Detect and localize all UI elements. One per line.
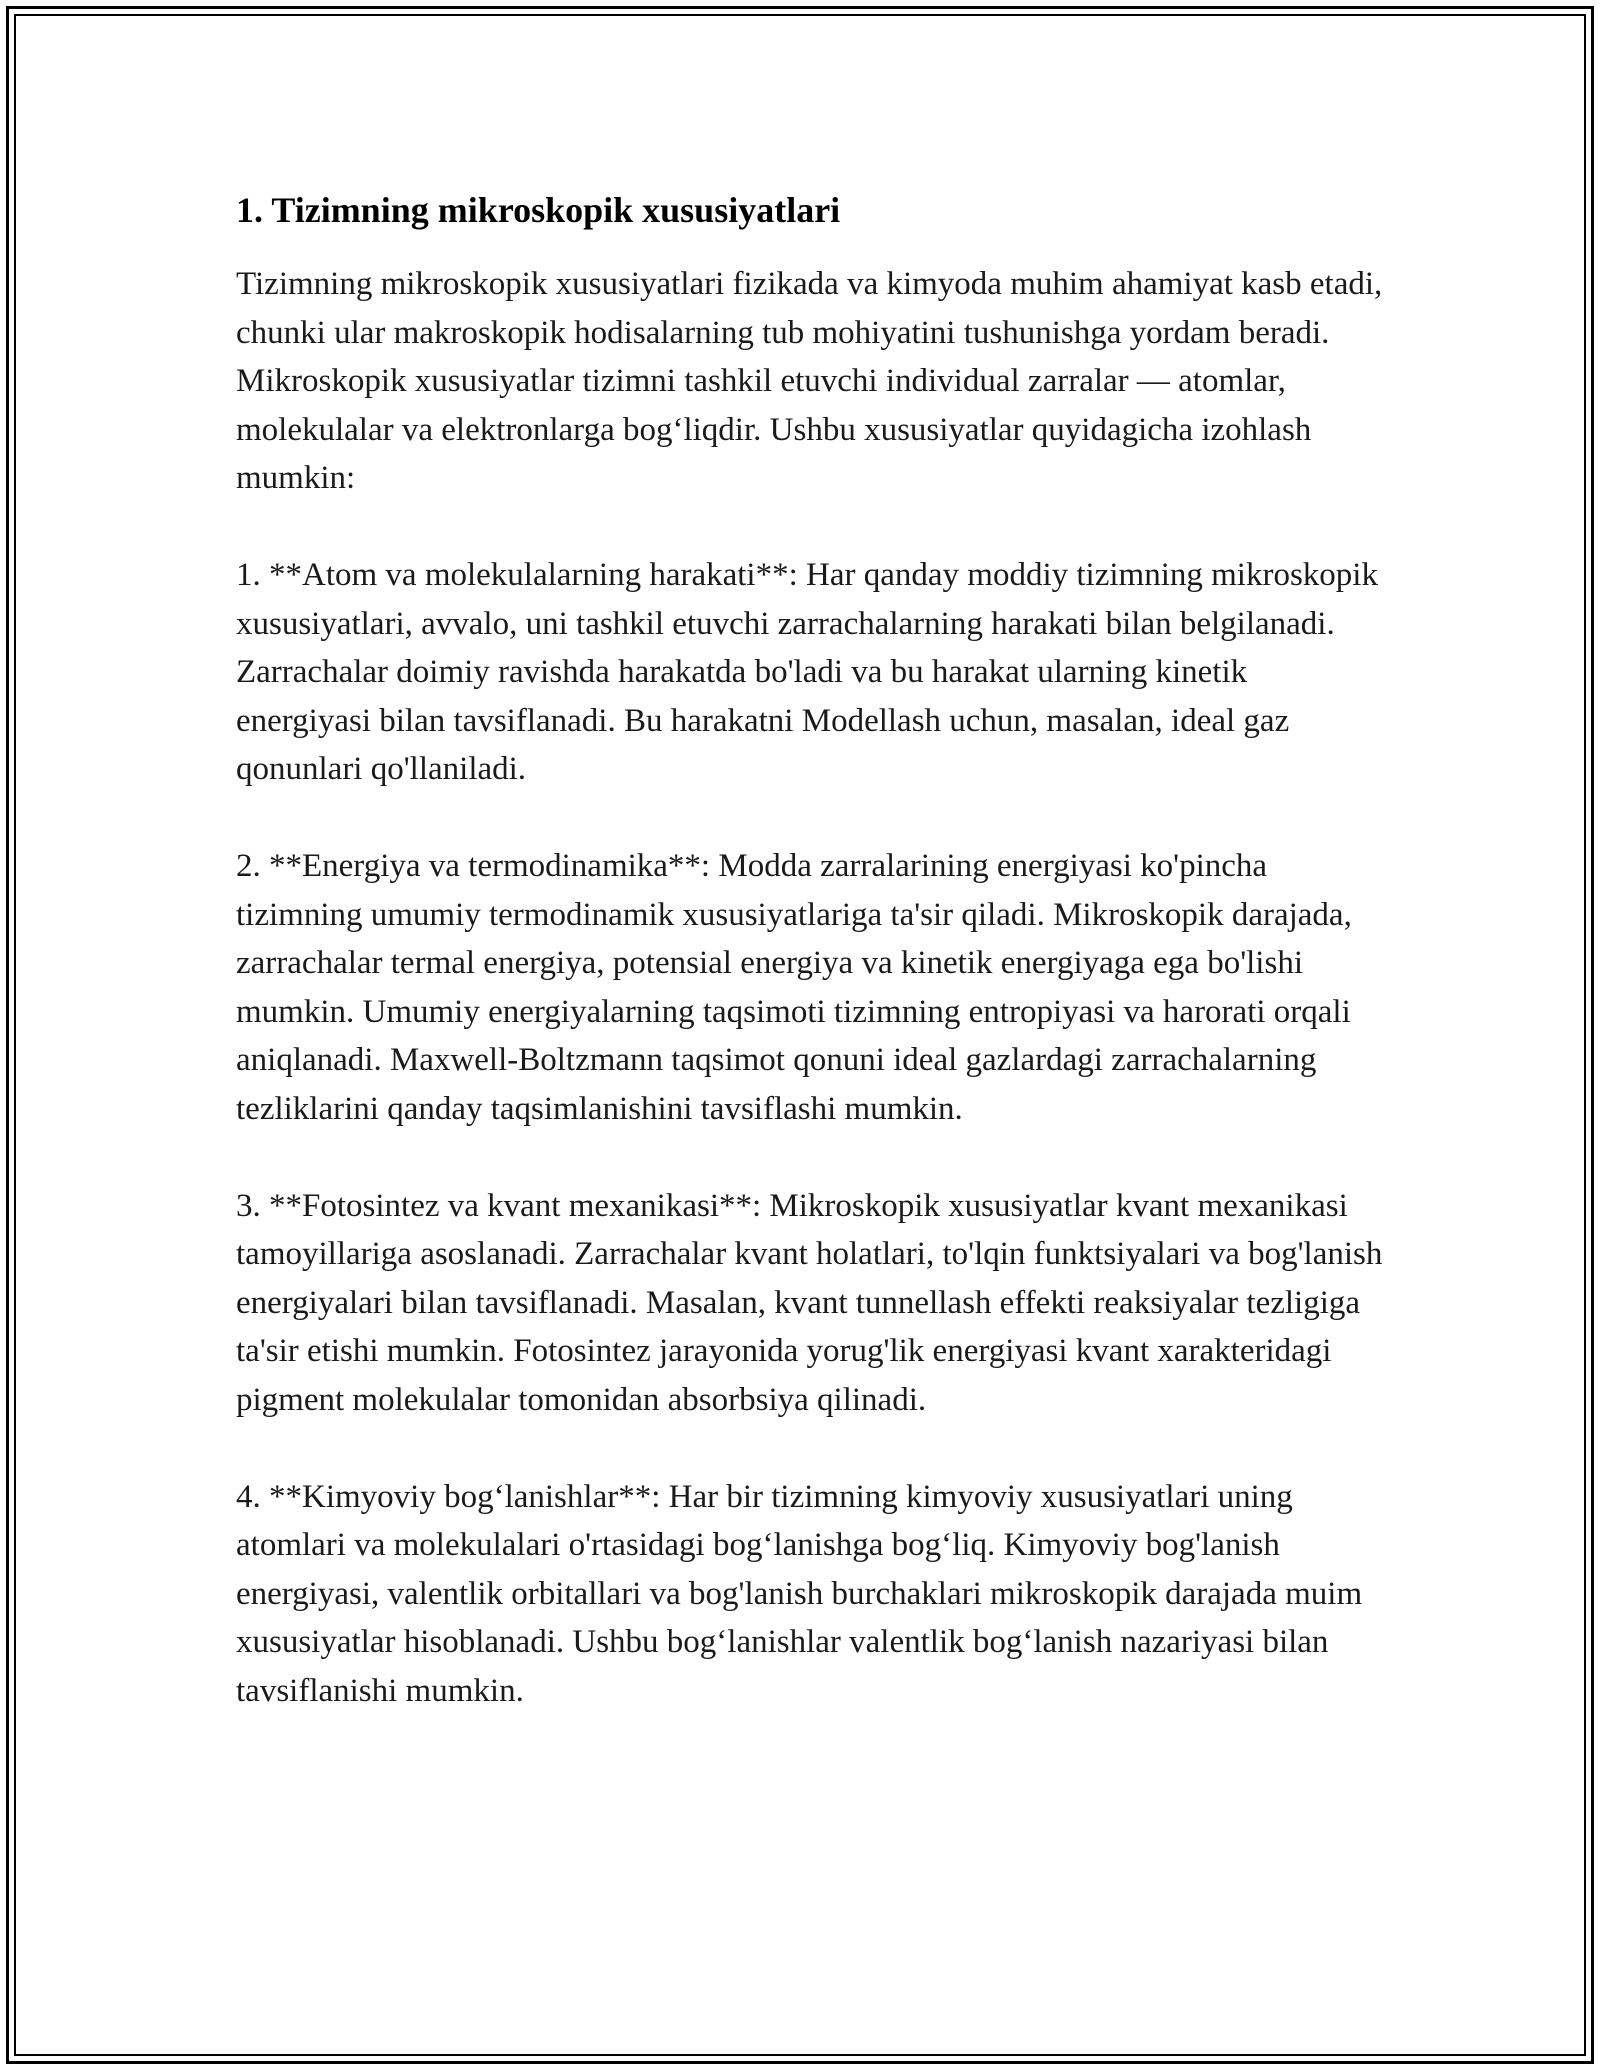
intro-paragraph: Tizimning mikroskopik xususiyatlari fizikada va kimyoda muhim ahamiyat kasb etadi, chunki ular makroskopik hodisalarning tub mohiyatini tushunishga yordam beradi. Mikroskopik xususiyatlar tizimni tashkil etuvchi individual zarralar — atomlar, molekulalar va elektronlarga bog‘liqdir. Ushbu xususiyatlar quyidagicha izohlash mumkin:: [236, 266, 1383, 496]
document-body: [236, 186, 1386, 1764]
list-item-chemical-bonds: 4. **Kimyoviy bog‘lanishlar**: Har bir tizimning kimyoviy xususiyatlari uning atomlari va molekulalari o'rtasidagi bog‘lanishga bog‘liq. Kimyoviy bog'lanish energiyasi, valentlik orbitallari va bog'lanish burchaklari mikroskopik darajada muim xususiyatlar hisoblanadi. Ushbu bog‘lanishlar valentlik bog‘lanish nazariyasi bilan tavsiflanishi mumkin.: [236, 1478, 1363, 1709]
list-item-photosynthesis-quantum: 3. **Fotosintez va kvant mexanikasi**: Mikroskopik xususiyatlar kvant mexanikasi tamoyillariga asoslanadi. Zarrachalar kvant holatlari, to'lqin funktsiyalari va bog'lanish energiyalari bilan tavsiflanadi. Masalan, kvant tunnellash effekti reaksiyalar tezligiga ta'sir etishi mumkin. Fotosintez jarayonida yorug'lik energiyasi kvant xarakteridagi pigment molekulalar tomonidan absorbsiya qilinadi.: [236, 1187, 1383, 1418]
section-heading: 1. Tizimning mikroskopik xususiyatlari: [236, 190, 841, 230]
list-item-energy-thermodynamics: 2. **Energiya va termodinamika**: Modda zarralarining energiyasi ko'pincha tizimning umumiy termodinamik xususiyatlariga ta'sir qiladi. Mikroskopik darajada, zarrachalar termal energiya, potensial energiya va kinetik energiyaga ega bo'lishi mumkin. Umumiy energiyalarning taqsimoti tizimning entropiyasi va harorati orqali aniqlanadi. Maxwell-Boltzmann taqsimot qonuni ideal gazlardagi zarrachalarning tezliklarini qanday taqsimlanishini tavsiflashi mumkin.: [236, 848, 1352, 1127]
list-item-atom-motion: 1. **Atom va molekulalarning harakati**: Har qanday moddiy tizimning mikroskopik xususiyatlari, avvalo, uni tashkil etuvchi zarrachalarning harakati bilan belgilanadi. Zarrachalar doimiy ravishda harakatda bo'ladi va bu harakat ularning kinetik energiyasi bilan tavsiflanadi. Bu harakatni Modellash uchun, masalan, ideal gaz qonunlari qo'llaniladi.: [236, 557, 1378, 787]
